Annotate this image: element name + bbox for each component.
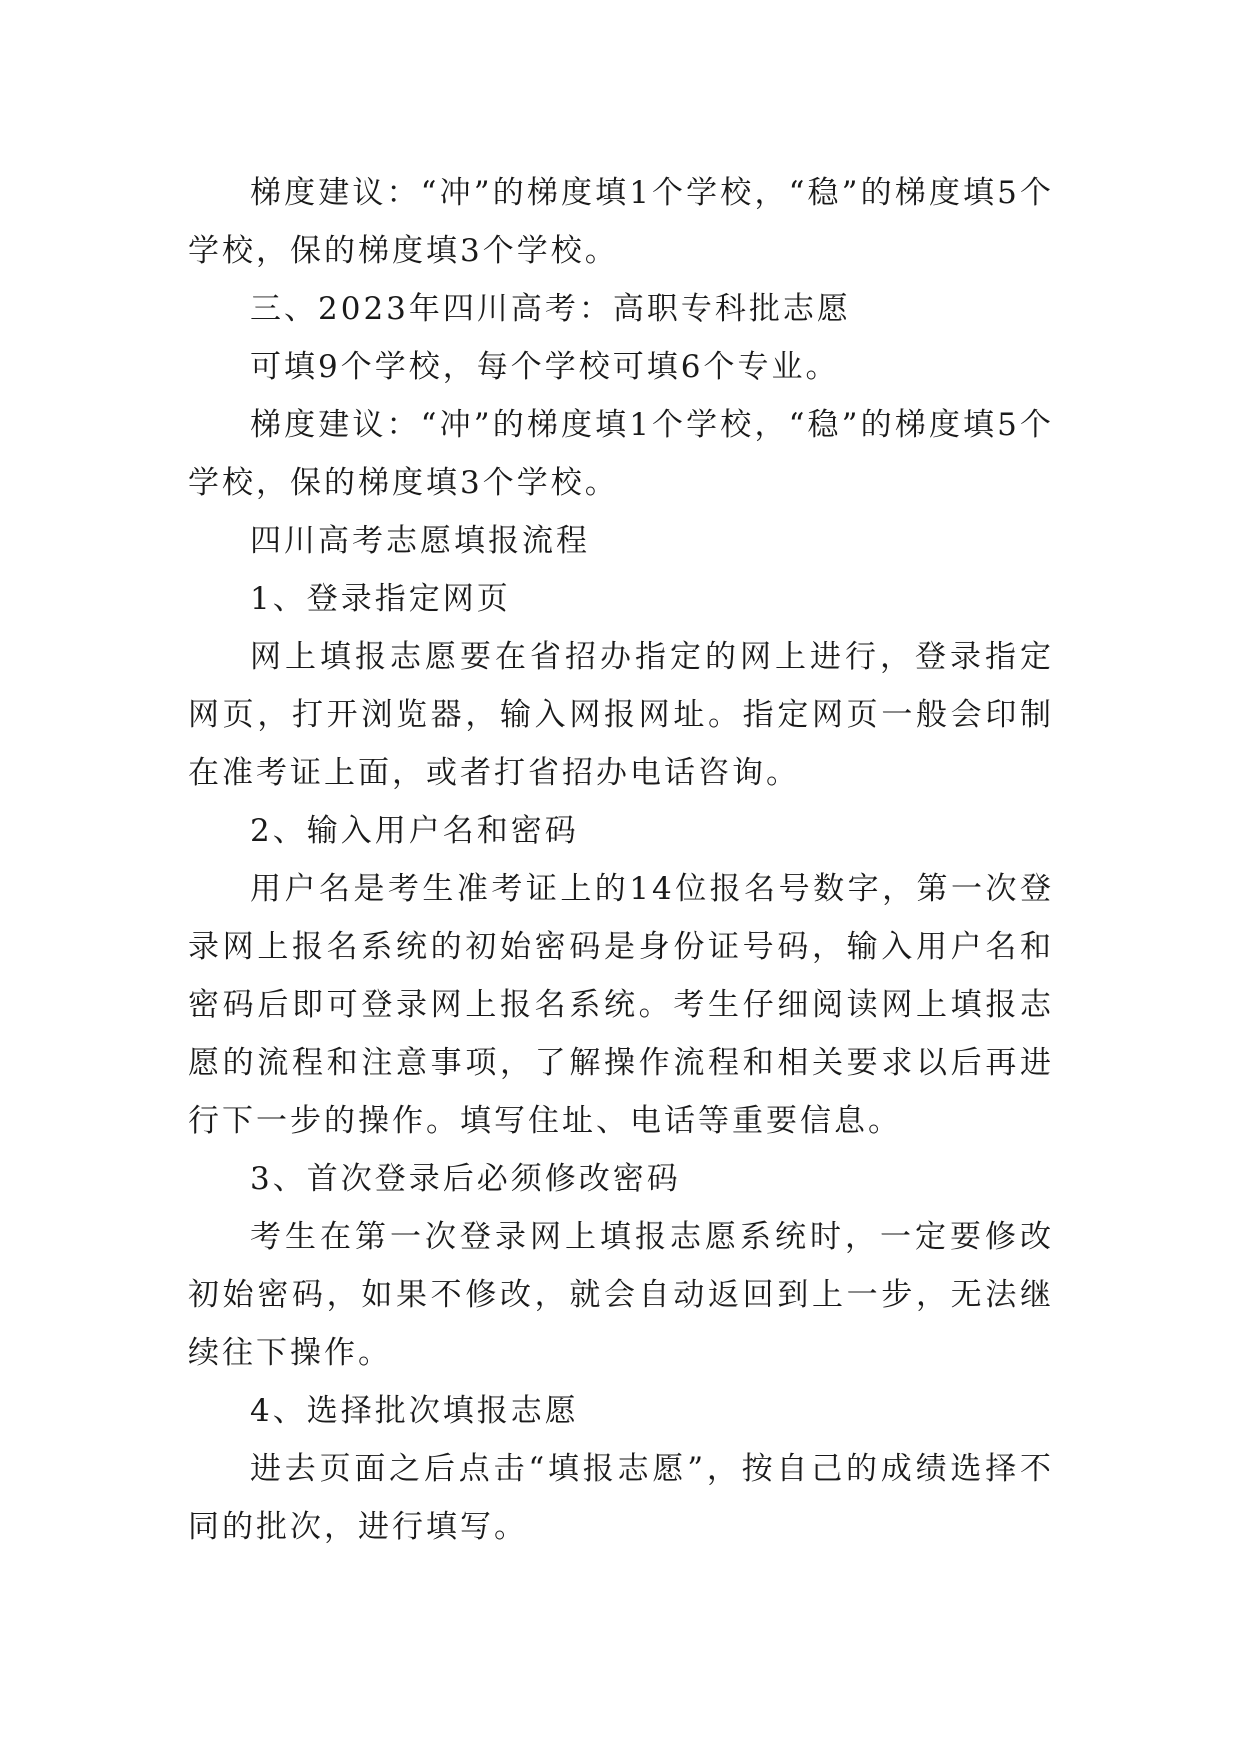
step-heading-2: 2、输入用户名和密码 bbox=[250, 813, 579, 849]
paragraph-gradient-advice-1: 梯度建议：“冲”的梯度填1个学校，“稳”的梯度填5个学校，保的梯度填3个学校。 bbox=[188, 175, 1054, 269]
step-body-1: 网上填报志愿要在省招办指定的网上进行，登录指定网页，打开浏览器，输入网报网址。指定网页一般会印制在准考证上面，或者打省招办电话咨询。 bbox=[188, 639, 1054, 791]
section-heading-vocational-batch: 三、2023年四川高考：高职专科批志愿 bbox=[250, 291, 851, 327]
step-body-4: 进去页面之后点击“填报志愿”，按自己的成绩选择不同的批次，进行填写。 bbox=[188, 1451, 1054, 1545]
step-body-2: 用户名是考生准考证上的14位报名号数字，第一次登录网上报名系统的初始密码是身份证号码，输入用户名和密码后即可登录网上报名系统。考生仔细阅读网上填报志愿的流程和注意事项，了解操作流程和相关要求以后再进行下一步的操作。填写住址、电话等重要信息。 bbox=[188, 871, 1054, 1139]
document-body bbox=[188, 164, 1054, 1556]
section-heading-process: 四川高考志愿填报流程 bbox=[250, 523, 590, 559]
step-heading-3: 3、首次登录后必须修改密码 bbox=[250, 1161, 681, 1197]
step-body-3: 考生在第一次登录网上填报志愿系统时，一定要修改初始密码，如果不修改，就会自动返回到上一步，无法继续往下操作。 bbox=[188, 1219, 1054, 1371]
paragraph-school-count: 可填9个学校，每个学校可填6个专业。 bbox=[250, 349, 840, 385]
paragraph-gradient-advice-2: 梯度建议：“冲”的梯度填1个学校，“稳”的梯度填5个学校，保的梯度填3个学校。 bbox=[188, 407, 1054, 501]
step-heading-1: 1、登录指定网页 bbox=[250, 581, 511, 617]
step-heading-4: 4、选择批次填报志愿 bbox=[250, 1393, 579, 1429]
